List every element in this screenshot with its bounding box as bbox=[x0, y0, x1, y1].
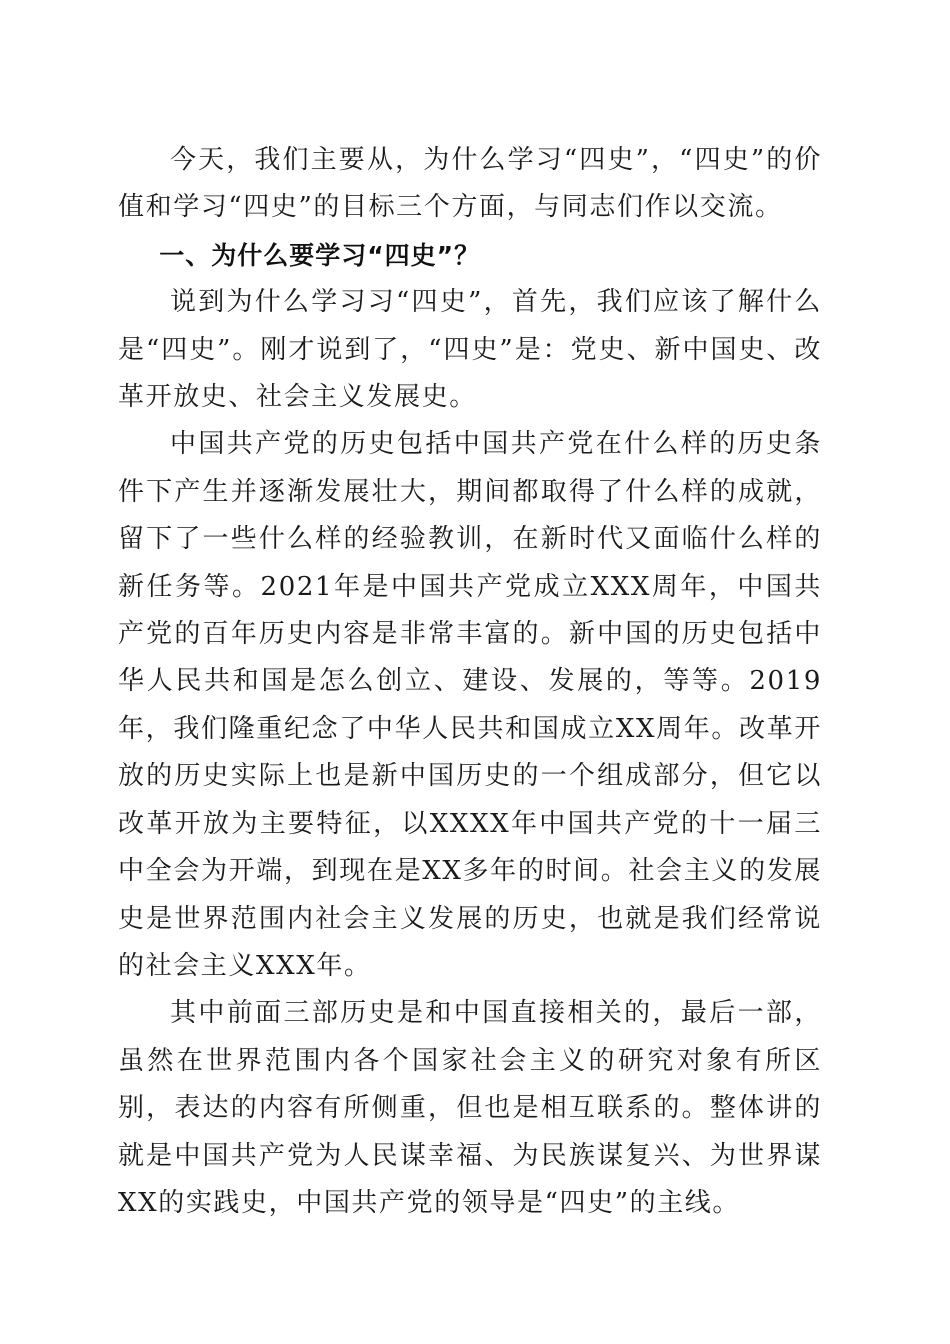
section-heading: 一、为什么要学习“四史”？ bbox=[159, 240, 481, 270]
intro-paragraph: 今天，我们主要从，为什么学习“四史”，“四史”的价值和学习“四史”的目标三个方面，与同志们作以交流。 bbox=[118, 145, 822, 223]
relationship-paragraph: 其中前面三部历史是和中国直接相关的，最后一部，虽然在世界范围内各个国家社会主义的研究对象有所区别，表达的内容有所侧重，但也是相互联系的。整体讲的就是中国共产党为人民谋幸福、为民族谋复兴、为世界谋XX的实践史，中国共产党的领导是“四史”的主线。 bbox=[118, 998, 822, 1218]
four-histories-definition-paragraph: 说到为什么学习习“四史”，首先，我们应该了解什么是“四史”。刚才说到了，“四史”是：党史、新中国史、改革开放史、社会主义发展史。 bbox=[118, 287, 822, 413]
document-body bbox=[118, 137, 822, 1227]
history-details-paragraph: 中国共产党的历史包括中国共产党在什么样的历史条件下产生并逐渐发展壮大，期间都取得了什么样的成就，留下了一些什么样的经验教训，在新时代又面临什么样的新任务等。2021年是中国共产党成立XXX周年，中国共产党的百年历史内容是非常丰富的。新中国的历史包括中华人民共和国是怎么创立、建设、发展的，等等。2019年，我们隆重纪念了中华人民共和国成立XX周年。改革开放的历史实际上也是新中国历史的一个组成部分，但它以改革开放为主要特征，以XXXX年中国共产党的十一届三中全会为开端，到现在是XX多年的时间。社会主义的发展史是世界范围内社会主义发展的历史，也就是我们经常说的社会主义XXX年。 bbox=[118, 429, 822, 981]
